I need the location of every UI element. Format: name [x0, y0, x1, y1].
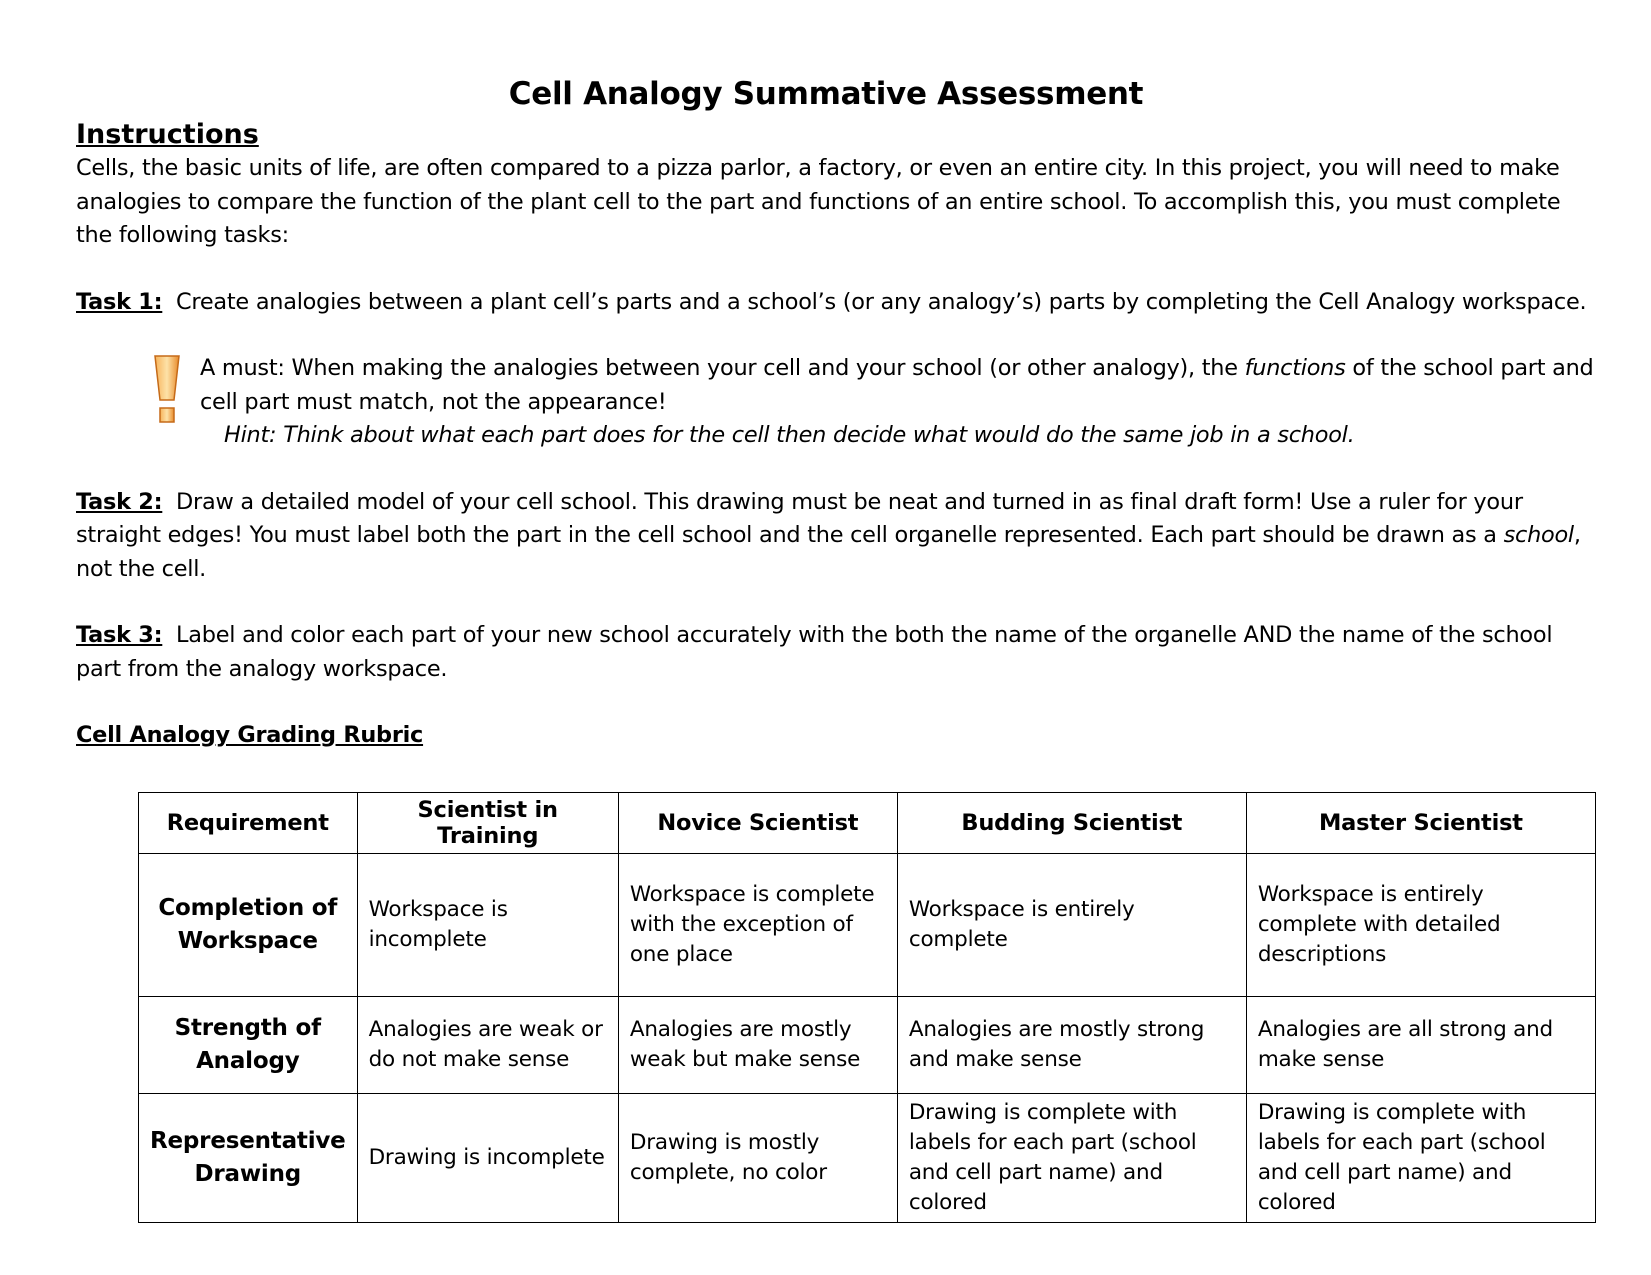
requirement-cell: Strength of Analogy [139, 997, 358, 1094]
document-page [76, 76, 1596, 1215]
table-cell: Drawing is complete with labels for each part (school and cell part name) and colored [897, 1094, 1246, 1223]
task3-paragraph [76, 619, 1596, 686]
page-title: Cell Analogy Summative Assessment [508, 76, 1144, 112]
table-row [139, 997, 1596, 1094]
table-cell: Drawing is incomplete [357, 1094, 618, 1223]
hint-text: Hint: Think about what each part does for the cell then decide what would do the same job in a school. [224, 422, 1355, 448]
instructions-paragraph: Cells, the basic units of life, are often compared to a pizza parlor, a factory, or even an entire city. In this project, you will need to make analogies to compare the function of the plant cell to the part and functions of an entire school. To accomplish this, you must complete the following tasks: [76, 155, 1561, 248]
table-cell: Drawing is mostly complete, no color [618, 1094, 897, 1223]
rubric-heading: Cell Analogy Grading Rubric [76, 722, 424, 748]
table-cell: Workspace is incomplete [357, 854, 618, 997]
table-cell: Workspace is entirely complete [897, 854, 1246, 997]
must-emphasis: functions [1244, 355, 1346, 381]
table-cell: Analogies are mostly strong and make sense [897, 997, 1246, 1094]
column-header: Scientist in Training [357, 793, 618, 854]
table-row [139, 1094, 1596, 1223]
task2-emphasis: school [1503, 522, 1574, 548]
table-cell: Analogies are weak or do not make sense [357, 997, 618, 1094]
table-cell: Workspace is complete with the exception of one place [618, 854, 897, 997]
task3-label: Task 3: [76, 622, 163, 648]
requirement-cell: Completion of Workspace [139, 854, 358, 997]
table-cell: Analogies are mostly weak but make sense [618, 997, 897, 1094]
exclamation-icon [152, 354, 182, 426]
column-header: Novice Scientist [618, 793, 897, 854]
column-header: Requirement [139, 793, 358, 854]
column-header: Master Scientist [1246, 793, 1595, 854]
requirement-cell: Representative Drawing [139, 1094, 358, 1223]
rubric-table [138, 792, 1596, 1223]
task3-text: Label and color each part of your new school accurately with the both the name of the organelle AND the name of the school part from the analogy workspace. [76, 622, 1553, 682]
table-cell: Analogies are all strong and make sense [1246, 997, 1595, 1094]
task1-text: Create analogies between a plant cell’s parts and a school’s (or any analogy’s) parts by completing the Cell Analogy workspace. [176, 288, 1587, 315]
must-note [76, 352, 1596, 453]
table-row [139, 854, 1596, 997]
table-cell: Workspace is entirely complete with detailed descriptions [1246, 854, 1595, 997]
column-header: Budding Scientist [897, 793, 1246, 854]
task2-paragraph: Task 2: Draw a detailed model of your cell school. This drawing must be neat and turned in as final draft form! Use a ruler for your straight edges! You must label both the part in the cell school and the cell organelle represented. Each part should be drawn as a school, not the cell. [76, 488, 1581, 582]
instructions-heading: Instructions [76, 119, 259, 150]
task1-paragraph [76, 286, 1596, 320]
table-cell: Drawing is complete with labels for each part (school and cell part name) and colored [1246, 1094, 1595, 1223]
task1-label: Task 1: [76, 288, 163, 315]
rubric-header-row [139, 793, 1596, 854]
must-text: A must: When making the analogies between your cell and your school (or other analogy), the functions of the school part and cell part must match, not the appearance! [200, 355, 1594, 415]
task2-label: Task 2: [76, 488, 163, 515]
